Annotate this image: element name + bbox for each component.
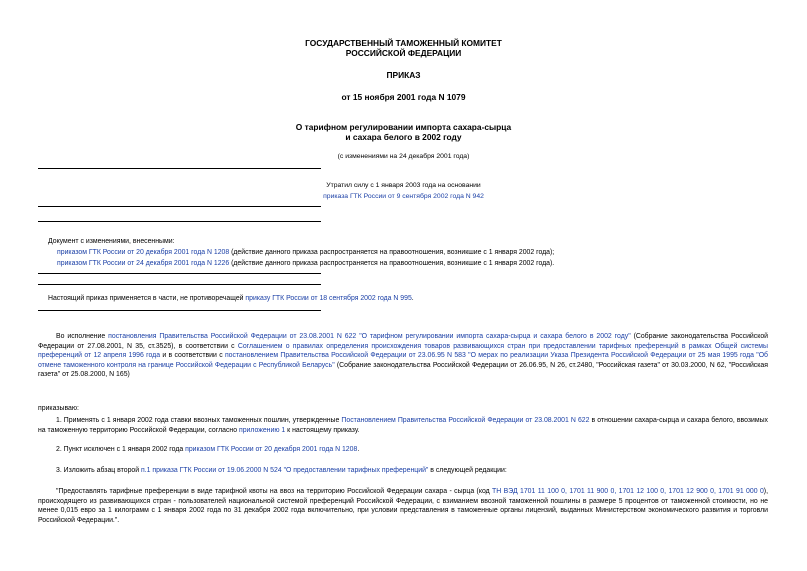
tn-ved-codes-link[interactable]: ТН ВЭД 1701 11 100 0, 1701 11 900 0, 1701 12 100 0, 1701 12 900 0, 1701 91 000 0 [492,488,764,495]
appendix-1-link[interactable]: приложению 1 [238,426,286,434]
lost-force-link-row [0,193,807,200]
lost-force-link[interactable]: приказа ГТК России от 9 сентября 2002 года N 942 [323,193,484,200]
divider [38,284,321,285]
divider [38,273,321,274]
document-title-line1: О тарифном регулировании импорта сахара-сырца [295,122,512,132]
order-word: приказываю: [38,405,79,412]
document-type: ПРИКАЗ [386,70,421,80]
amendment-note: (действие данного приказа распространяется на правоотношения, возникшие с 1 января 2002 года); [229,249,555,256]
order-524-link[interactable]: п.1 приказа ГТК России от 19.06.2000 N 524 "О предоставлении тарифных преференций" [141,467,429,474]
divider [38,221,321,222]
amendment-note: (действие данного приказа распространяется на правоотношения, возникшие с 1 января 2002 года). [229,260,555,267]
org-name-line1: ГОСУДАРСТВЕННЫЙ ТАМОЖЕННЫЙ КОМИТЕТ [305,38,502,48]
quoted-paragraph: "Предоставлять тарифные преференции в виде тарифной квоты на ввоз на территорию Российской Федерации сахара - сырца (код ТН ВЭД 1701 11 100 0, 1701 11 900 0, 1701 12 100 0, 1701 12 900 0, 1701 91 000 0), происходящего из развивающихся стран - пользователей национальной системой преференций Российской Федерации, с взиманием ввозной таможенной пошлины в размере 5 процентов от таможенной стоимости, но не менее 0,015 евро за 1 килограмм с 1 января 2002 года по 31 декабря 2002 года включительно, при условии представления в таможенные органы лицензий, выданных Министерством экономического развития и торговли Российской Федерации.". [38,488,768,524]
decree-622-link-2[interactable]: Постановлением Правительства Российской Федерации от 23.08.2001 N 622 [341,417,590,424]
gsp-agreement-link[interactable]: Соглашением о правилах определения происхождения товаров развивающихся стран при предоставлении тарифных преференций в рамках Общей системы преференций от 12 апреля 1996 года [38,342,768,360]
document-title-line2: и сахара белого в 2002 году [345,132,462,142]
order-item-1: 1. Применять с 1 января 2002 года ставки ввозных таможенных пошлин, утвержденные Постановлением Правительства Российской Федерации от 23.08.2001 N 622 в отношении сахара-сырца и сахара белого, ввозимых на таможенную территорию Российской Федерации, согласно приложению 1 к настоящему приказу. [38,417,768,434]
amendments-intro: Документ с изменениями, внесенными: [48,238,175,245]
changes-note: (с изменениями на 24 декабря 2001 года) [337,153,470,160]
amendment-item [57,248,797,258]
decree-622-link[interactable]: постановления Правительства Российской Федерации от 23.08.2001 N 622 "О тарифном регулировании импорта сахара-сырца и сахара белого в 2002 году" [108,333,631,340]
preamble-paragraph: Во исполнение постановления Правительства Российской Федерации от 23.08.2001 N 622 "О тарифном регулировании импорта сахара-сырца и сахара белого в 2002 году" (Собрание законодательства Российской Федерации от 27.08.2001, N 35, ст.3525), в соответствии с Соглашением о правилах определения происхождения товаров развивающихся стран при предоставлении тарифных преференций в рамках Общей системы преференций от 12 апреля 1996 года и в соответствии с постановлением Правительства Российской Федерации от 23.06.95 N 583 "О мерах по реализации Указа Президента Российской Федерации от 25 мая 1995 года "Об отмене таможенного контроля на границе Российской Федерации с Республикой Беларусь" (Собрание законодательства Российской Федерации от 26.06.95, N 26, ст.2480, "Российская газета" от 30.03.2000, N 62, "Российская газета" от 25.08.2000, N 165) [38,333,768,379]
decree-583-link[interactable]: постановлением Правительства Российской Федерации от 23.06.95 N 583 "О мерах по реализации Указа Президента Российской Федерации от 25 мая 1995 года "Об отмене таможенного контроля на границе Российской Федерации с Республикой Беларусь" [38,352,768,369]
divider [38,310,321,311]
divider [38,206,321,207]
lost-force-text: Утратил силу с 1 января 2003 года на основании [326,182,481,189]
amendment-link[interactable]: приказом ГТК России от 20 декабря 2001 года N 1208 [57,249,230,256]
document-date: от 15 ноября 2001 года N 1079 [341,92,466,102]
order-item-2: 2. Пункт исключен с 1 января 2002 года приказом ГТК России от 20 декабря 2001 года N 1208. [56,446,360,453]
org-name-line2: РОССИЙСКОЙ ФЕДЕРАЦИИ [345,48,462,58]
order-1208-link[interactable]: приказом ГТК России от 20 декабря 2001 года N 1208 [185,446,358,453]
amendment-item [57,259,797,269]
divider [38,168,321,169]
amendment-link[interactable]: приказом ГТК России от 24 декабря 2001 года N 1226 [57,260,230,267]
partial-note-link[interactable]: приказу ГТК России от 18 сентября 2002 года N 995 [245,295,412,302]
order-item-3: 3. Изложить абзац второй п.1 приказа ГТК России от 19.06.2000 N 524 "О предоставлении тарифных преференций" в следующей редакции: [56,467,507,474]
partial-application-note: Настоящий приказ применяется в части, не противоречащей приказу ГТК России от 18 сентября 2002 года N 995. [48,295,414,302]
